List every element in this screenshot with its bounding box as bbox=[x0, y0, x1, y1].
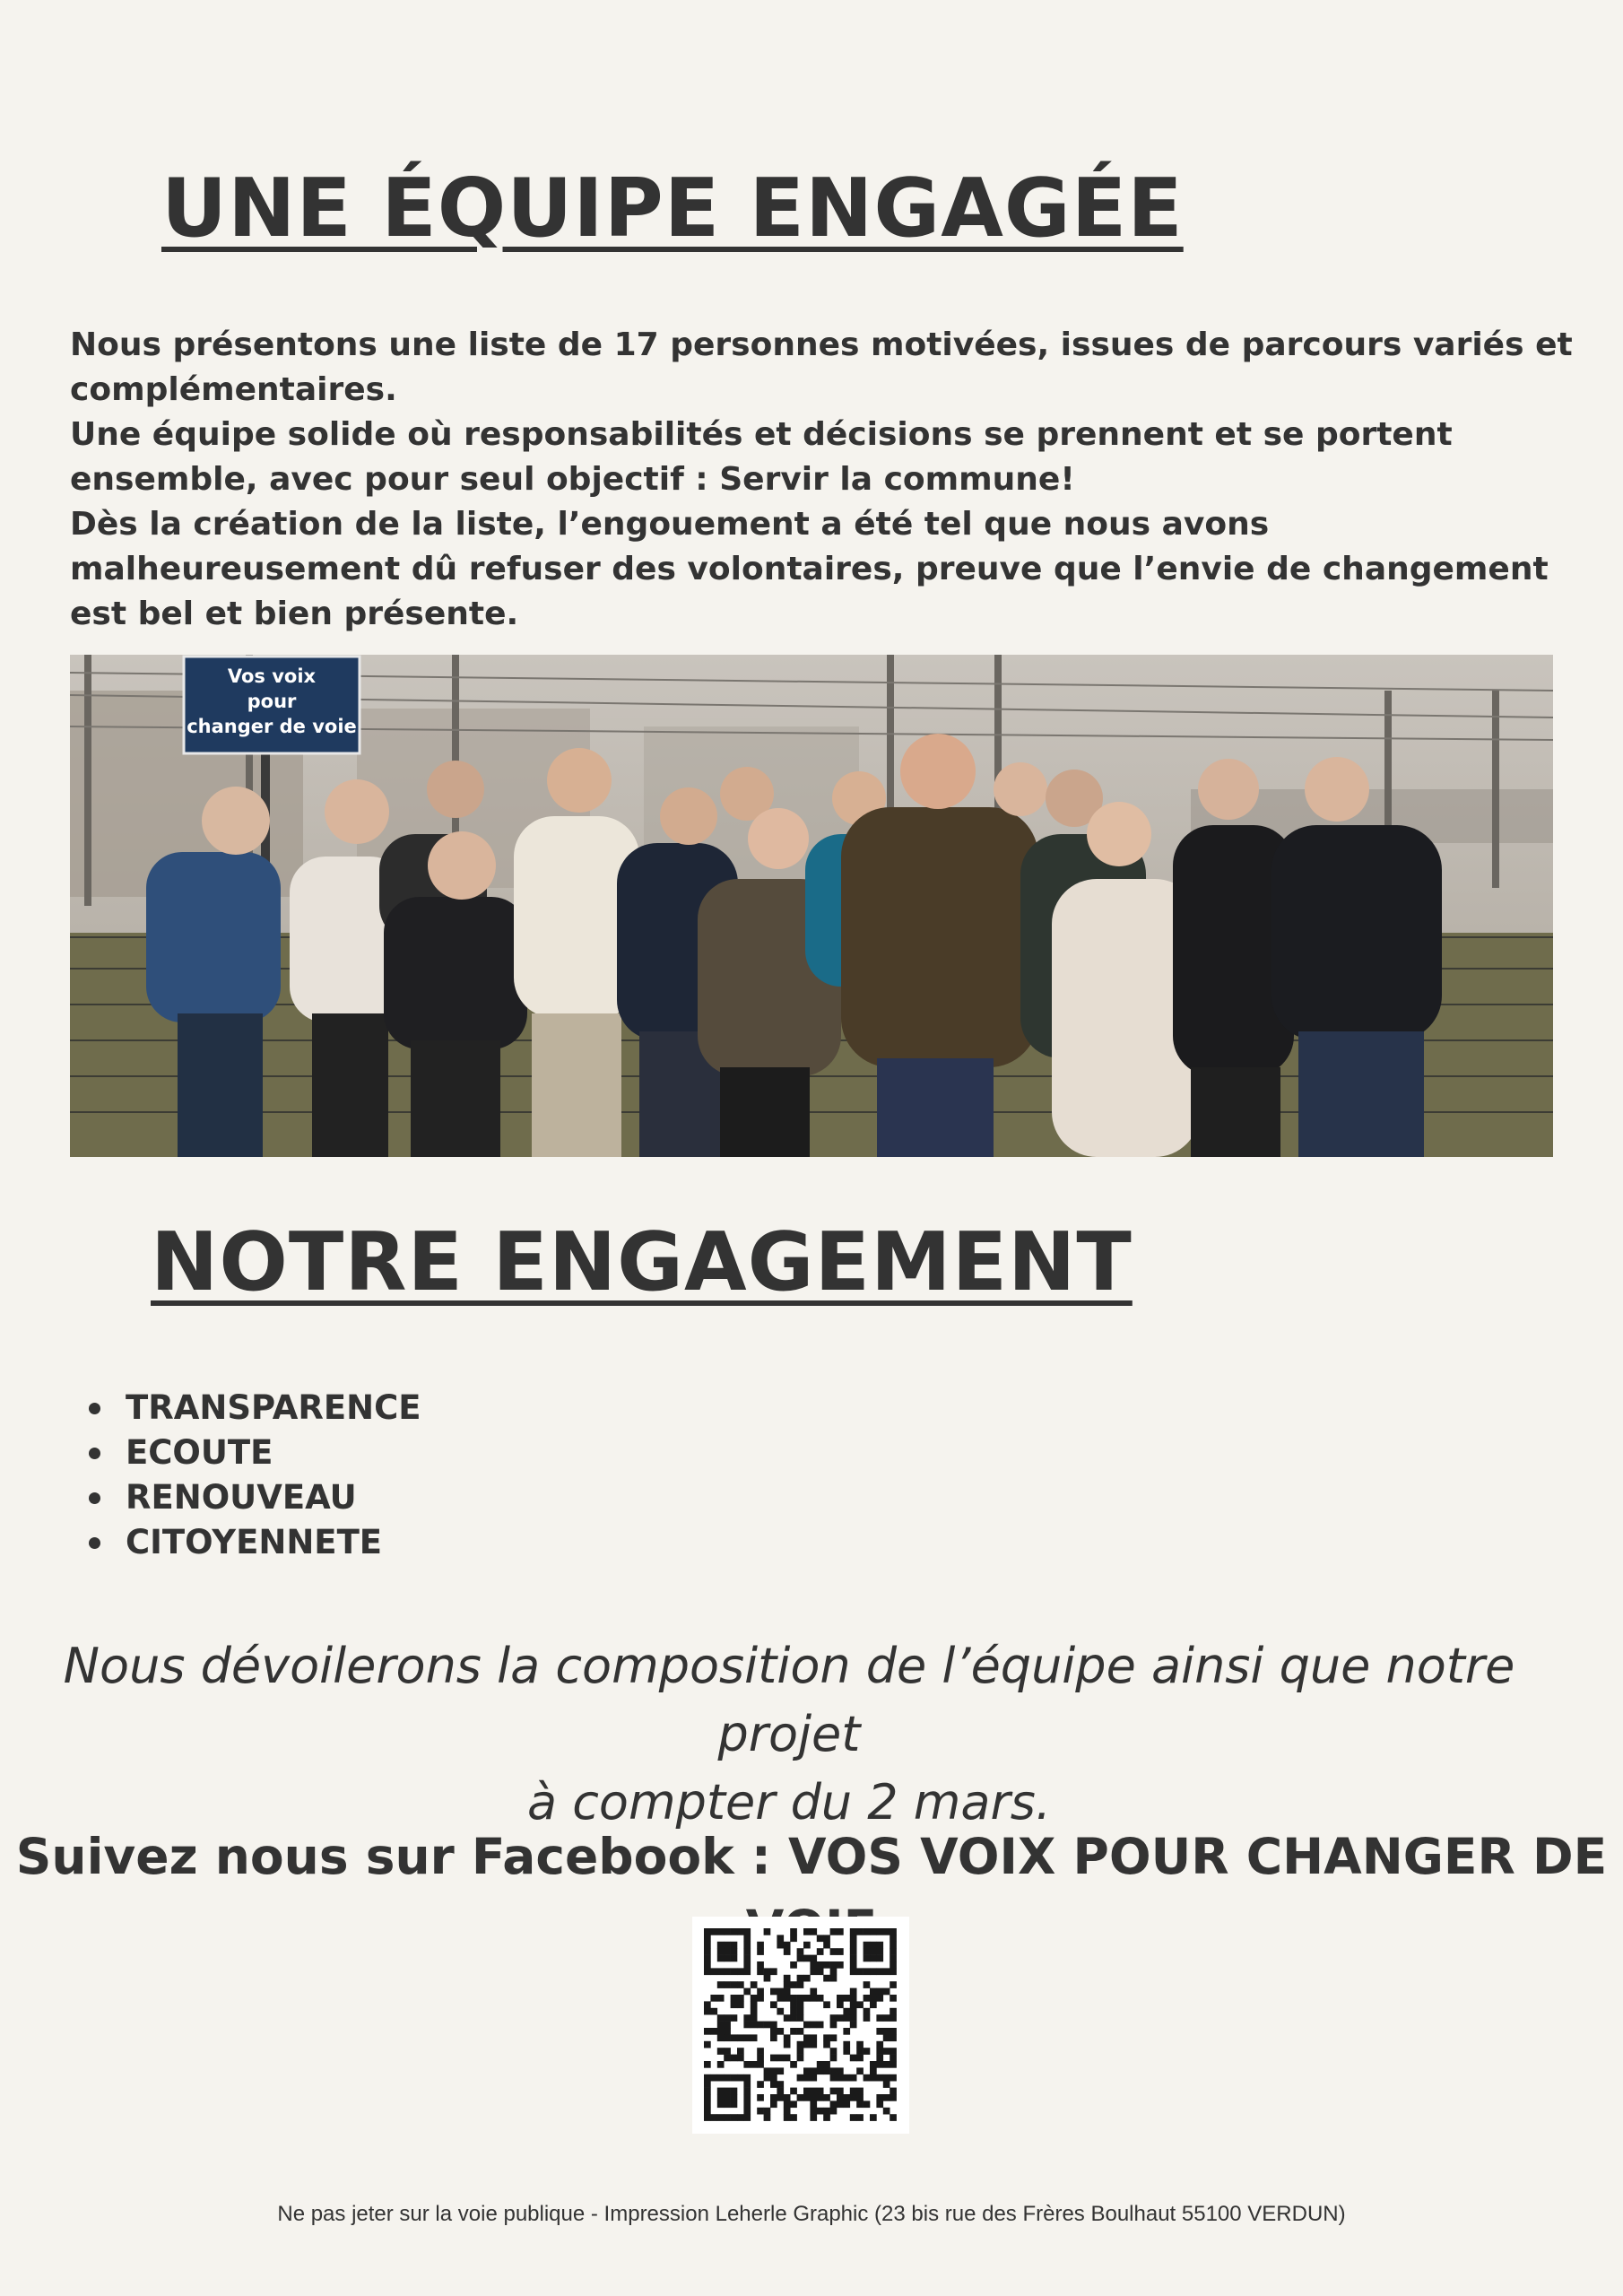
reveal-line: à compter du 2 mars. bbox=[526, 1774, 1051, 1831]
team-photo bbox=[70, 655, 1553, 1157]
sign-line: pour bbox=[247, 691, 297, 712]
list-item: TRANSPARENCE bbox=[85, 1386, 421, 1431]
qr-code-graphic bbox=[692, 1917, 909, 2134]
sign-line: changer de voie bbox=[187, 716, 357, 737]
intro-paragraph: Nous présentons une liste de 17 personnes motivées, issues de parcours variés et complémentaires. bbox=[70, 326, 1573, 408]
list-item: ECOUTE bbox=[85, 1431, 421, 1475]
reveal-announcement bbox=[45, 1632, 1533, 1837]
intro-text bbox=[70, 323, 1576, 637]
list-item: RENOUVEAU bbox=[85, 1475, 421, 1520]
footer-legal-text: Ne pas jeter sur la voie publique - Impression Leherle Graphic (23 bis rue des Frères Boulhaut 55100 VERDUN) bbox=[277, 2202, 1346, 2226]
section-title-team: UNE ÉQUIPE ENGAGÉE bbox=[161, 161, 1184, 256]
reveal-line: Nous dévoilerons la composition de l’équipe ainsi que notre projet bbox=[63, 1638, 1515, 1762]
section-title-engagement: NOTRE ENGAGEMENT bbox=[151, 1215, 1133, 1309]
qr-code[interactable] bbox=[692, 1917, 909, 2134]
facebook-follow-heading: Suivez nous sur Facebook : VOS VOIX POUR CHANGER DE bbox=[15, 1828, 1608, 1885]
engagement-list bbox=[85, 1386, 421, 1565]
intro-paragraph: Une équipe solide où responsabilités et décisions se prennent et se portent ensemble, avec pour seul objectif : Servir la commune! bbox=[70, 416, 1453, 498]
list-item: CITOYENNETE bbox=[85, 1520, 421, 1565]
campaign-sign-text bbox=[184, 664, 360, 739]
sign-line: Vos voix bbox=[227, 665, 317, 687]
intro-paragraph: Dès la création de la liste, l’engouement a été tel que nous avons malheureusement dû refuser des volontaires, preuve que l’envie de changement est bel et bien présente. bbox=[70, 506, 1549, 632]
